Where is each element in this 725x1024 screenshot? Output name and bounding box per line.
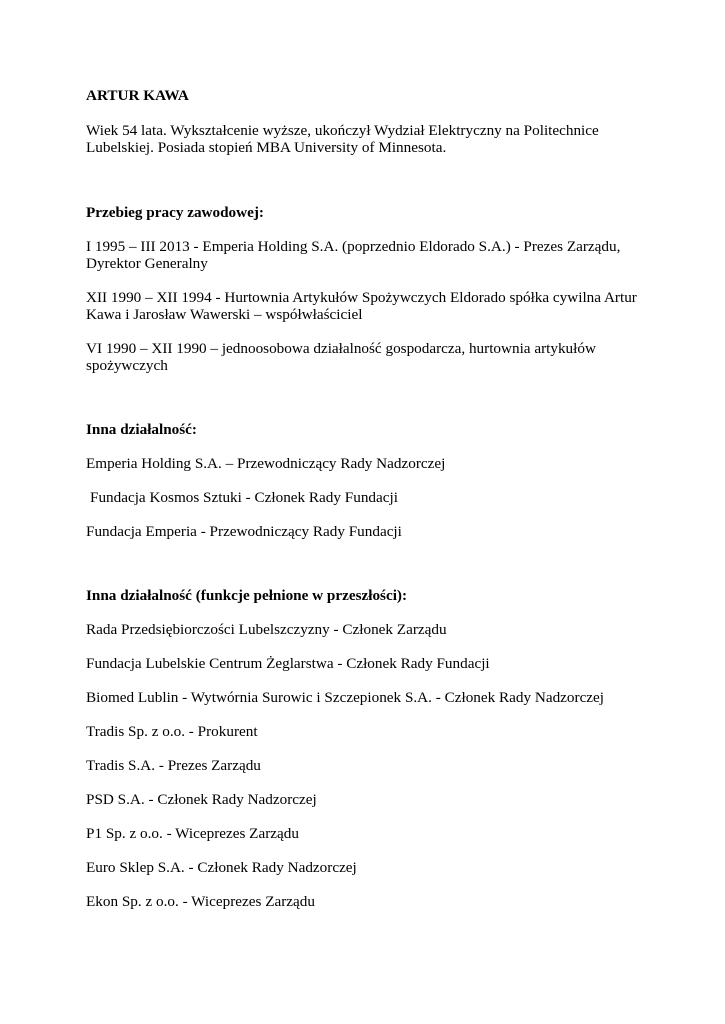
career-item: I 1995 – III 2013 - Emperia Holding S.A. (poprzednio Eldorado S.A.) - Prezes Zarządu, Dyrektor Generalny xyxy=(86,238,621,272)
past-activity-item: Tradis Sp. z o.o. - Prokurent xyxy=(86,723,258,740)
past-activity-item: Tradis S.A. - Prezes Zarządu xyxy=(86,757,261,774)
other-activity-item: Fundacja Kosmos Sztuki - Członek Rady Fundacji xyxy=(90,489,398,506)
past-activity-item: Fundacja Lubelskie Centrum Żeglarstwa - Członek Rady Fundacji xyxy=(86,655,490,672)
past-activity-item: Euro Sklep S.A. - Członek Rady Nadzorczej xyxy=(86,859,357,876)
other-activity-item: Fundacja Emperia - Przewodniczący Rady Fundacji xyxy=(86,523,402,540)
past-activity-item: P1 Sp. z o.o. - Wiceprezes Zarządu xyxy=(86,825,299,842)
other-activity-heading: Inna działalność: xyxy=(86,421,197,438)
past-activity-item: Biomed Lublin - Wytwórnia Surowic i Szczepionek S.A. - Członek Rady Nadzorczej xyxy=(86,689,605,706)
other-activity-item: Emperia Holding S.A. – Przewodniczący Rady Nadzorczej xyxy=(86,455,446,472)
career-item: XII 1990 – XII 1994 - Hurtownia Artykułów Spożywczych Eldorado spółka cywilna Artur Kawa i Jarosław Wawerski – współwłaściciel xyxy=(86,289,637,323)
past-activity-item: Ekon Sp. z o.o. - Wiceprezes Zarządu xyxy=(86,893,315,910)
career-heading: Przebieg pracy zawodowej: xyxy=(86,204,264,221)
past-activity-heading: Inna działalność (funkcje pełnione w przeszłości): xyxy=(86,587,408,604)
person-name: ARTUR KAWA xyxy=(86,87,189,104)
document-page xyxy=(86,87,646,910)
past-activity-item: PSD S.A. - Członek Rady Nadzorczej xyxy=(86,791,317,808)
past-activity-item: Rada Przedsiębiorczości Lubelszczyzny - Członek Zarządu xyxy=(86,621,447,638)
career-item: VI 1990 – XII 1990 – jednoosobowa działalność gospodarcza, hurtownia artykułów spożywczych xyxy=(86,340,596,374)
person-bio: Wiek 54 lata. Wykształcenie wyższe, ukończył Wydział Elektryczny na Politechnice Lubelskiej. Posiada stopień MBA University of Minnesota. xyxy=(86,122,599,156)
